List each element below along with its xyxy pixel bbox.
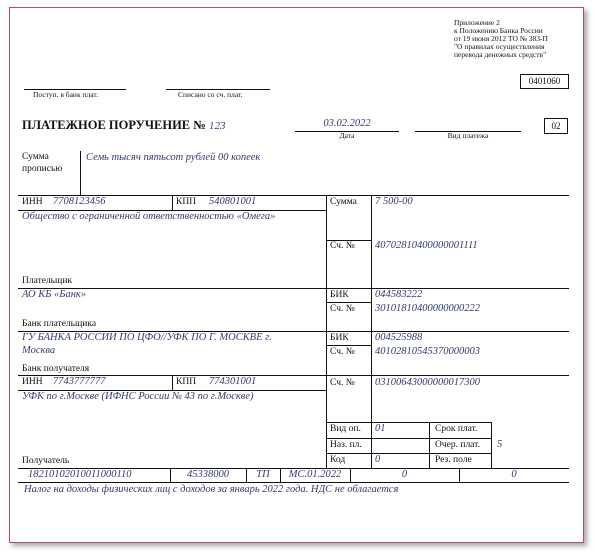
received-label: Поступ. в банк плат. — [33, 90, 98, 99]
payee-kpp-label: КПП — [176, 377, 197, 387]
order-number: 123 — [208, 120, 226, 132]
payee-account: 03100643000000017300 — [375, 377, 480, 388]
payer-kpp: 540801001 — [209, 196, 257, 207]
appendix-line-1: Приложение 2 — [454, 18, 500, 27]
appendix-line-4: "О правилах осуществления — [454, 42, 545, 51]
debited-label: Списано со сч. плат. — [178, 90, 243, 99]
payer-bank-bik: 044583222 — [375, 289, 423, 300]
date-label: Дата — [339, 131, 355, 140]
payee-kpp: 774301001 — [209, 376, 257, 387]
payee-bank-corr-label: Сч. № — [330, 347, 355, 357]
payer-bank-name: АО КБ «Банк» — [22, 289, 87, 300]
op-type-label: Вид оп. — [330, 424, 361, 434]
grid-vline-payer-kpp — [172, 195, 173, 210]
payee-inn: 7743777777 — [53, 376, 106, 387]
priority-label: Очер. плат. — [435, 440, 480, 450]
order-title — [22, 118, 225, 133]
payee-name: УФК по г.Москве (ИФНС России № 43 по г.Москве) — [22, 391, 254, 402]
amount-words-divider — [80, 151, 81, 195]
payer-account: 40702810400000001111 — [375, 240, 478, 251]
tax-kbk: 18210102010011000110 — [28, 469, 132, 480]
payee-bank-name-1: ГУ БАНКА РОССИИ ПО ЦФО//УФК ПО Г. МОСКВЕ г. — [22, 332, 272, 343]
purpose-code-label: Наз. пл. — [330, 440, 362, 450]
payee-bank-bik: 004525988 — [375, 332, 423, 343]
payer-bank-bik-label: БИК — [330, 290, 349, 300]
grid-line-bik-2 — [326, 345, 371, 346]
code-label: Код — [330, 455, 346, 465]
amount-value: 7 500-00 — [375, 196, 413, 207]
payee-account-label: Сч. № — [330, 378, 355, 388]
payee-bank-name-2: Москва — [22, 345, 56, 356]
amount-label: Сумма — [330, 197, 357, 207]
grid-line-op-3 — [326, 453, 491, 454]
payer-bank-corr-label: Сч. № — [330, 304, 355, 314]
appendix-line-3: от 19 июня 2012 TO № 383-П — [454, 34, 548, 43]
amount-words-label-2: прописью — [22, 164, 63, 174]
payment-type-label: Вид платежа — [447, 131, 489, 140]
payer-account-label: Сч. № — [330, 241, 355, 251]
tax-doc-date: 0 — [511, 469, 517, 480]
tax-period: МС.01.2022 — [288, 469, 342, 480]
payer-bank-corr: 30101810400000000222 — [375, 303, 480, 314]
payment-order-form — [9, 7, 584, 543]
payer-label: Плательщик — [22, 276, 73, 286]
payee-inn-label: ИНН — [22, 377, 43, 387]
tax-basis: ТП — [256, 469, 270, 480]
reserve-label: Рез. поле — [435, 455, 472, 465]
status-code: 02 — [544, 118, 568, 134]
grid-line-op-1 — [326, 422, 491, 423]
payer-inn: 7708123456 — [53, 196, 106, 207]
grid-vline-labels — [371, 195, 372, 468]
grid-line-payer-bank-top — [18, 288, 569, 289]
op-type: 01 — [375, 423, 386, 434]
payee-label: Получатель — [22, 456, 70, 466]
payer-inn-label: ИНН — [22, 197, 43, 207]
order-title-text: ПЛАТЕЖНОЕ ПОРУЧЕНИЕ № — [22, 118, 206, 132]
payee-bank-bik-label: БИК — [330, 333, 349, 343]
priority-value: 5 — [497, 439, 503, 450]
appendix-line-2: к Положению Банка России — [454, 26, 543, 35]
payer-bank-label: Банк плательщика — [22, 319, 97, 329]
tax-oktmo: 45338000 — [187, 469, 229, 480]
payee-bank-label: Банк получателя — [22, 364, 90, 374]
grid-vline-main — [326, 195, 327, 468]
grid-line-op-2 — [326, 438, 491, 439]
amount-words-value: Семь тысяч пятьсот рублей 00 копеек — [86, 152, 261, 163]
form-code: 0401060 — [520, 74, 569, 89]
appendix-line-5: перевода денежных средств" — [454, 50, 547, 59]
grid-vline-payee-kpp — [172, 375, 173, 390]
tax-doc-number: 0 — [401, 469, 408, 480]
grid-vline-op-mid — [429, 422, 430, 468]
payee-bank-corr: 40102810545370000003 — [375, 346, 480, 357]
payer-name: Общество с ограниченной ответственностью «Омега» — [22, 211, 276, 222]
grid-line-tax-bottom — [18, 482, 569, 483]
amount-words-label-1: Сумма — [22, 152, 49, 162]
order-date: 03.02.2022 — [323, 118, 371, 129]
payer-kpp-label: КПП — [176, 197, 197, 207]
code-value: 0 — [375, 454, 381, 465]
payment-purpose: Налог на доходы физических лиц с доходов за январь 2022 года. НДС не облагается — [24, 484, 399, 495]
term-label: Срок плат. — [435, 424, 478, 434]
grid-vline-op-right — [491, 422, 492, 468]
grid-line-bik-1 — [326, 302, 371, 303]
